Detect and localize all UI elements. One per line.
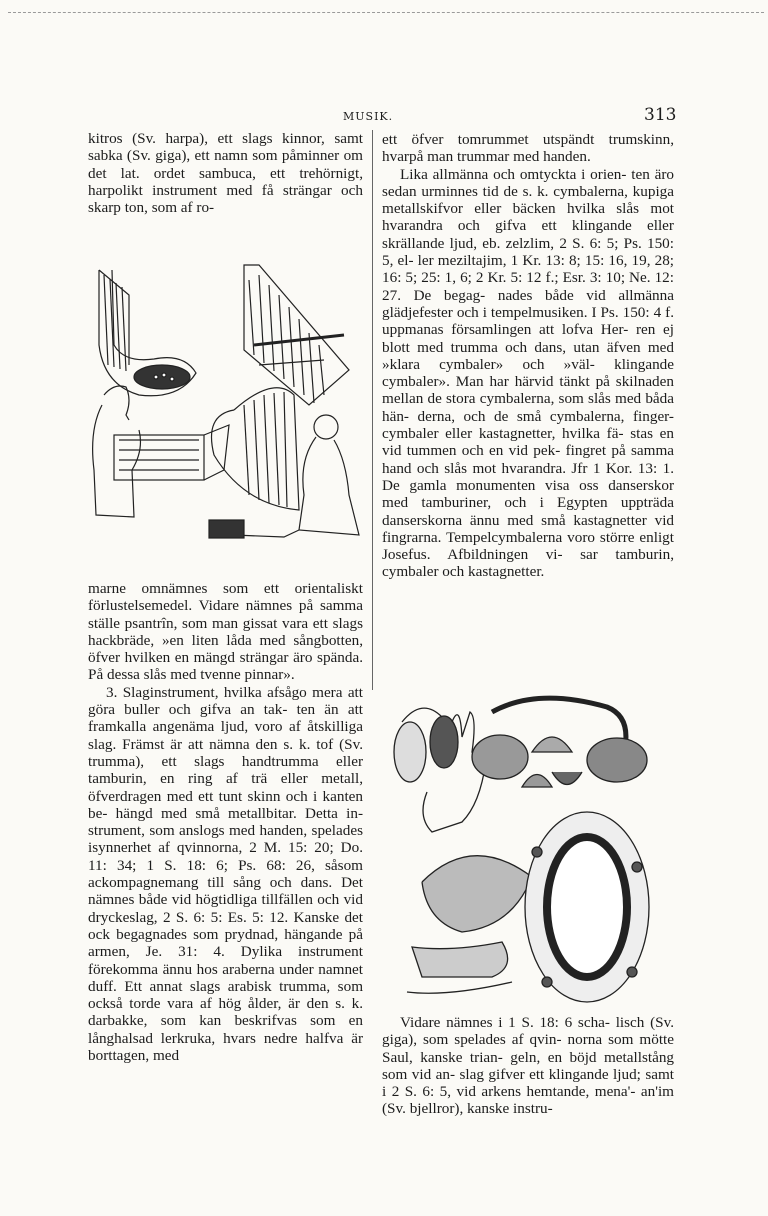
text-line: ett slags handtrumma eller tamburin, [88,752,364,788]
text-line: kitros (Sv. harpa), ett slags kinnor, [88,130,325,147]
text-line: hvarandra. Jfr 1 Kor. 13: 1. De gamla [382,459,675,494]
text-line: eb. zelzlim, 2 S. 6: 5; Ps. 150: 5, el- [382,234,674,270]
top-dashed-line [8,12,764,13]
text-line: mera att göra buller och gifva an tak- [88,683,363,719]
paragraph-left-3 [88,684,363,1065]
text-line: nades både vid allmänna glädjefester [382,286,674,321]
text-line: påminner om det lat. ordet sambuca, [88,147,363,182]
text-line: ren ej blott med trumma och dans, utan [382,321,675,356]
paragraph-left-1 [88,130,363,216]
text-line: ålder, är den s. k. darbakke, som kan [88,995,364,1030]
text-line: Lika allmänna och omtyckta i orien- [400,165,627,183]
text-line: norna som mötte Saul, kanske trian- [382,1031,674,1066]
right-column-top [382,131,674,581]
text-line: tamburiner, och i Egypten uppträda [421,494,675,512]
paragraph-left-2 [88,580,363,684]
text-line: klingande cymbaler». Man har härvid [382,355,674,391]
text-line: med tvenne pinnar». [170,666,295,684]
text-line: 68: 26, såsom ackompagnemang till [88,856,363,892]
text-line: 3. Slaginstrument, hvilka afsågo [106,683,307,701]
text-line: äfven med »klara cymbaler» och »väl- [382,338,674,373]
text-line: bäcken hvilka slås mot hvarandra och [382,200,675,235]
text-line: med sångbotten, öfver hvilken en mängd [88,631,363,667]
text-line: slag gifver ett klingande ljud; samt i [382,1065,675,1101]
text-line: spelades isynnerhet af qvinnorna, 2 M. [88,822,363,857]
text-line: sång och dans. Det nämnes både vid [88,874,363,909]
text-line: förlustelsemedel. Vidare nämnes på [88,597,314,615]
text-line: sar tamburin, cymbaler och kastagnetter. [382,546,674,581]
text-line: och i tempelmusiken. I Ps. 150: 4 f. [456,303,674,321]
harps-illustration [84,255,362,555]
text-line: armen, Je. 31: 4. Dylika instrument [88,943,363,961]
text-line: beskrifvas som en långhalsad lerkruka, [88,1012,363,1047]
text-line: stas en vid tummen och en vid pek- [382,425,675,460]
text-line: ten än att framkalla angenäma ljud, [88,701,364,736]
text-line: tänkt på skilnaden mellan de stora [382,373,674,408]
left-column-top [88,130,363,216]
column-divider [372,130,373,690]
right-column-bottom [382,1014,674,1118]
text-line: med ett tunt skinn och i kanten be- [88,787,364,822]
text-line: hvars nedre halfva är borttagen, med [88,1029,363,1065]
paragraph-right-1 [382,131,674,166]
text-line: 19, 28; 16: 5; 25: 1, 6; 2 Kr. 5: 12 [382,252,675,287]
text-line: voro af åtskilliga slag. Främst är att [88,718,363,753]
text-line: 2 S. 6: 5, vid arkens hemtande, mena'- [391,1083,636,1101]
text-line: strument, som anslogs med handen, [88,822,308,840]
text-line: högtidliga tillfällen och vid dryckeslag, [88,891,363,926]
text-line: samt sabka (Sv. giga), ett namn som [88,130,364,165]
text-line: 2 S. 6: 5: Es. 5: 12. Kanske det ock [88,908,363,943]
page-number: 313 [644,105,677,125]
text-line: Vidare nämnes i 1 S. 18: 6 scha- [400,1014,610,1031]
text-line: an'im (Sv. bjellror), kanske instru- [382,1083,674,1118]
text-line: förekomma ännu hos araberna under [88,960,314,978]
running-head: MUSIK. [343,110,394,123]
text-line: begagnades som prydnad, hängande på [116,925,363,943]
text-line: danserskorna ännu med små kastagnetter [382,511,647,529]
text-line: ett öfver tomrummet utspändt trumskinn, [382,131,674,148]
text-line: samma ställe psantrîn, som man gissat [88,597,363,632]
text-line: gifva ett klingande eller skrällande ljud, [382,217,674,252]
text-line: cymbalerna, som slås med båda hän- [382,390,674,425]
paragraph-right-2 [382,166,674,581]
text-line: trumma, som också torde vara af hög [88,977,364,1013]
text-line: geln, en böjd metallstång som vid an- [382,1048,675,1083]
text-line: marne omnämnes som ett orientaliskt [88,580,363,597]
text-line: nämna den s. k. tof (Sv. trumma), [88,735,363,770]
text-line: ler meziltajim, 1 Kr. 13: 8; 15: 16, [417,252,628,270]
text-line: namnet duff. Ett annat slags arabisk [88,960,363,995]
text-line: ten äro sedan urminnes tid de s. k. [382,165,675,200]
cymbals-tambourine-illustration [392,692,672,1007]
text-line: monumenten visa oss danserskor med [382,476,674,512]
text-line: hvarpå man trummar med handen. [382,148,591,166]
text-line: hängd med små metallbitar. Detta in- [115,804,364,822]
text-line: f.; Esr. 3: 10; Ne. 12: 27. De begag- [382,269,674,304]
text-line: lisch (Sv. giga), som spelades af qvin- [382,1014,675,1049]
text-line: fingret på samma hand och slås mot [382,442,675,477]
text-line: 15: 20; Do. 11: 34; 1 S. 18: 6; Ps. [88,839,363,874]
left-column-bottom [88,580,363,1064]
text-line: en ring af trä eller metall, öfverdragen [88,770,363,805]
text-line: få strängar och skarp ton, som af ro- [88,181,363,217]
text-line: vara ett slags hackbräde, »en liten låda [88,614,363,649]
text-line: större enligt Josefus. Afbildningen vi- [382,528,674,564]
text-line: cymbalerna, kupiga metallskifvor eller [382,182,674,218]
text-line: vid fingrarna. Tempelcymbalerna voro [382,511,675,546]
text-line: cymbaler eller kastagnetter, hvilka fä- [382,425,624,443]
text-line: derna, och de små cymbalerna, finger- [417,407,674,425]
text-line: strängar äro spända. På dessa slås [88,649,364,684]
text-line: ett trehörnigt, harpolikt instrument med [88,164,364,199]
text-line: uppmanas församlingen att lofva Her- [382,321,629,339]
paragraph-right-3 [382,1014,674,1118]
